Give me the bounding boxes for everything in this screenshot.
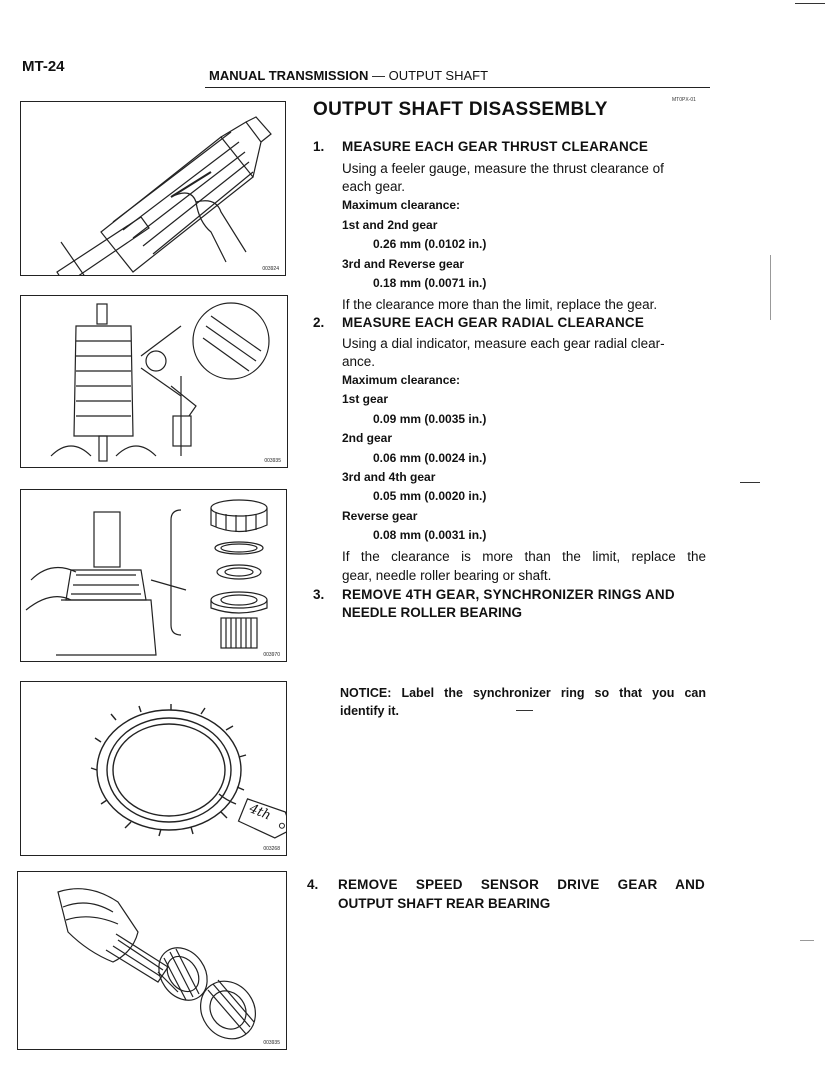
step-title-line-1: REMOVE SPEED SENSOR DRIVE GEAR AND — [338, 877, 705, 892]
figure-id: 003268 — [263, 846, 280, 852]
spec-label: 2nd gear — [342, 431, 393, 445]
output-shaft-feeler-gauge-illustration — [21, 102, 285, 275]
step-1-intro-line-2: each gear. — [342, 179, 406, 194]
spec-value: 0.26 mm (0.0102 in.) — [373, 237, 487, 251]
scan-mark — [770, 255, 771, 320]
step-1-intro-line-1: Using a feeler gauge, measure the thrust clearance of — [342, 161, 664, 176]
step-3-heading — [313, 587, 713, 607]
notice-line-1: NOTICE: Label the synchronizer ring so that you can — [340, 686, 706, 700]
figure-radial-clearance — [20, 295, 288, 468]
header-bold: MANUAL TRANSMISSION — [209, 68, 369, 83]
spec-label: 3rd and 4th gear — [342, 470, 436, 484]
step-number: 4. — [307, 877, 319, 892]
scan-edge-mark — [795, 3, 825, 4]
notice-line-2: identify it. — [340, 704, 400, 718]
spec-label: Reverse gear — [342, 509, 418, 523]
step-title: MEASURE EACH GEAR RADIAL CLEARANCE — [342, 315, 645, 330]
synchronizer-ring-illustration — [21, 682, 286, 855]
header-rest: — OUTPUT SHAFT — [368, 68, 489, 83]
step-3-heading-line-2: NEEDLE ROLLER BEARING — [342, 605, 523, 620]
page-title: OUTPUT SHAFT DISASSEMBLY — [313, 99, 608, 120]
reference-code: MT0PX-01 — [672, 97, 696, 103]
step-title-line-1: REMOVE 4TH GEAR, SYNCHRONIZER RINGS AND — [342, 587, 675, 602]
rear-bearing-removal-illustration — [18, 872, 286, 1049]
step-2-after-line-1: If the clearance is more than the limit, replace the — [342, 549, 706, 564]
scan-mark — [516, 710, 533, 711]
scan-mark — [740, 482, 760, 483]
step-2-intro-line-2: ance. — [342, 354, 376, 369]
4th-gear-exploded-view-illustration — [21, 490, 286, 661]
step-4-heading — [307, 877, 707, 897]
figure-id: 003924 — [262, 266, 279, 272]
dial-indicator-illustration — [21, 296, 287, 467]
step-number: 3. — [313, 587, 325, 602]
header-rule — [205, 87, 710, 88]
spec-value: 0.18 mm (0.0071 in.) — [373, 276, 487, 290]
figure-synchronizer-ring — [20, 681, 287, 856]
figure-thrust-clearance — [20, 101, 286, 276]
spec-value: 0.06 mm (0.0024 in.) — [373, 451, 487, 465]
step-1-after-text: If the clearance more than the limit, replace the gear. — [342, 297, 658, 312]
step-4-heading-line-2: OUTPUT SHAFT REAR BEARING — [338, 896, 551, 911]
figure-id: 003970 — [263, 652, 280, 658]
figure-remove-4th-gear — [20, 489, 287, 662]
step-2-intro-line-1: Using a dial indicator, measure each gear radial clear- — [342, 336, 665, 351]
step-number: 2. — [313, 315, 325, 330]
step-title: MEASURE EACH GEAR THRUST CLEARANCE — [342, 139, 649, 154]
step-number: 1. — [313, 139, 325, 154]
spec-value: 0.09 mm (0.0035 in.) — [373, 412, 487, 426]
step-2-heading — [313, 315, 713, 335]
figure-id: 003935 — [264, 458, 281, 464]
section-header — [209, 68, 488, 83]
ring-tag-label: 4th — [246, 801, 273, 824]
spec-value: 0.08 mm (0.0031 in.) — [373, 528, 487, 542]
figure-rear-bearing — [17, 871, 287, 1050]
step-1-max-label: Maximum clearance: — [342, 198, 461, 212]
step-1-heading — [313, 139, 713, 159]
scan-mark — [800, 940, 814, 941]
spec-value: 0.05 mm (0.0020 in.) — [373, 489, 487, 503]
spec-label: 1st and 2nd gear — [342, 218, 438, 232]
page-number: MT-24 — [22, 58, 65, 75]
step-2-after-line-2: gear, needle roller bearing or shaft. — [342, 568, 552, 583]
step-2-max-label: Maximum clearance: — [342, 373, 461, 387]
spec-label: 3rd and Reverse gear — [342, 257, 465, 271]
spec-label: 1st gear — [342, 392, 389, 406]
figure-id: 003935 — [263, 1040, 280, 1046]
